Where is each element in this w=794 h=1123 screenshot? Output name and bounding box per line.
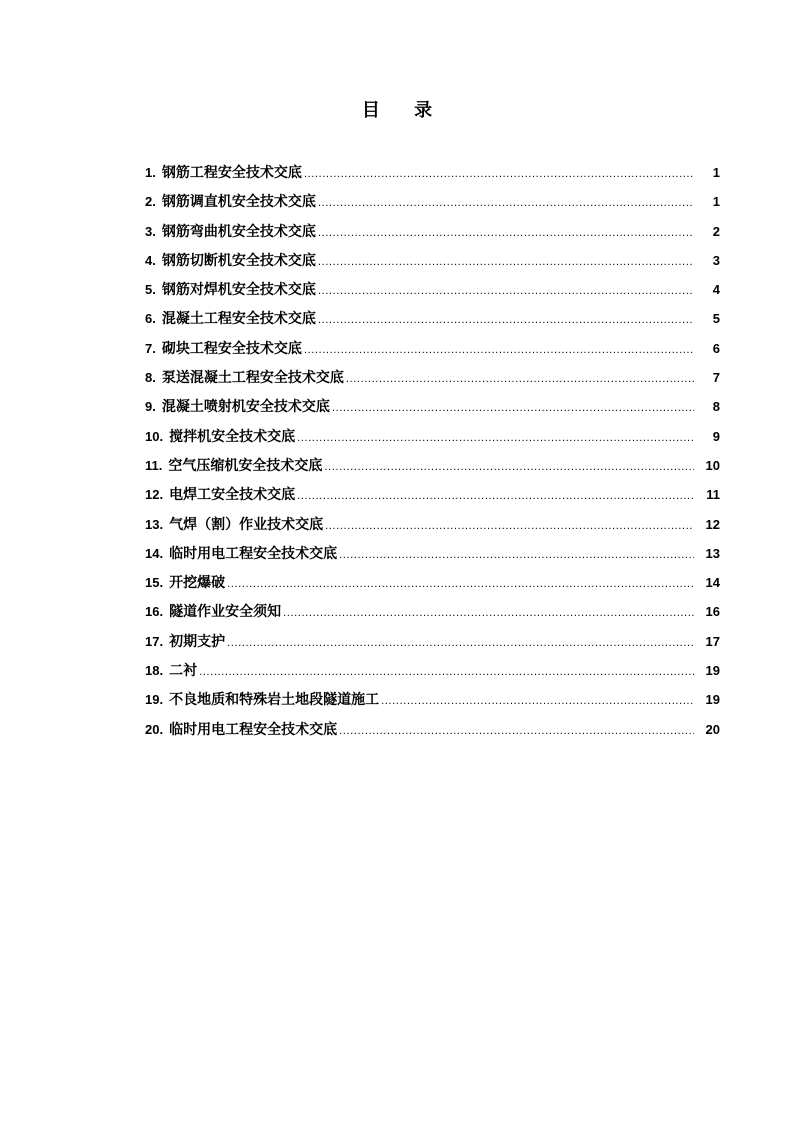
toc-entry-number: 13. [145,516,164,532]
toc-entry-number: 3. [145,223,156,239]
toc-entry-number: 1. [145,165,156,180]
toc-entry-title: 钢筋工程安全技术交底 [161,165,302,181]
dot-leader [318,277,694,306]
toc-entry-number: 20. [145,721,164,737]
toc-entry-page: 13 [705,545,720,561]
toc-entry-number: 2. [145,194,156,210]
toc-entry-number: 8. [145,370,156,386]
toc-entry-title: 临时用电工程安全技术交底 [169,545,338,562]
toc-entry-9[interactable] [145,392,720,421]
toc-entry-number: 18. [145,663,164,679]
toc-entry-8[interactable] [145,363,720,392]
toc-entry-title: 钢筋对焊机安全技术交底 [161,282,316,299]
toc-entry-number: 5. [145,282,156,298]
toc-title: 目 录 [361,100,447,121]
toc-entry-title: 开挖爆破 [169,575,226,592]
toc-entry-page: 11 [706,487,720,503]
toc-entry-title: 二衬 [169,663,198,680]
toc-entry-title: 空气压缩机安全技术交底 [168,457,323,474]
toc-entry-title: 搅拌机安全技术交底 [169,428,296,445]
toc-entry-16[interactable] [145,597,720,626]
dot-leader [325,512,694,541]
toc-entry-number: 15. [145,575,164,591]
dot-leader [339,541,694,570]
dot-leader [227,570,694,599]
dot-leader [283,599,694,628]
toc-entry-12[interactable] [145,480,720,509]
toc-entry-page: 20 [705,721,720,737]
toc-entry-20[interactable] [145,715,720,744]
dot-leader [318,306,694,335]
toc-entry-page: 3 [712,252,720,268]
dot-leader [297,424,694,453]
dot-leader [346,365,694,394]
toc-entry-number: 19. [145,692,164,708]
dot-leader [304,336,694,365]
toc-entry-title: 初期支护 [169,633,226,650]
toc-entry-page: 10 [705,457,720,473]
toc-entry-title: 钢筋调直机安全技术交底 [161,194,316,211]
toc-entry-page: 1 [712,165,720,180]
toc-entry-number: 16. [145,604,164,620]
toc-entry-number: 12. [145,487,164,503]
toc-entry-13[interactable] [145,510,720,539]
toc-entry-number: 4. [145,252,156,268]
toc-entry-title: 砌块工程安全技术交底 [161,340,302,357]
toc-entry-page: 17 [705,633,720,649]
toc-entry-number: 10. [145,428,164,444]
toc-entry-page: 12 [705,516,720,532]
toc-entry-title: 电焊工安全技术交底 [169,487,296,504]
toc-entry-title: 隧道作业安全须知 [169,604,282,621]
toc-entry-10[interactable] [145,422,720,451]
toc-entry-6[interactable] [145,304,720,333]
toc-entry-2[interactable] [145,187,720,216]
toc-entry-7[interactable] [145,334,720,363]
dot-leader [297,482,694,511]
toc-entry-11[interactable] [145,451,720,480]
toc-entry-number: 7. [145,340,156,356]
toc-entry-title: 钢筋弯曲机安全技术交底 [161,223,316,240]
toc-entry-page: 9 [712,428,720,444]
toc-entry-title: 混凝土工程安全技术交底 [161,311,316,328]
toc-entry-title: 气焊（割）作业技术交底 [169,516,324,533]
toc-entry-1[interactable] [145,158,720,187]
toc-entry-title: 钢筋切断机安全技术交底 [161,252,316,269]
toc-entry-page: 5 [712,311,720,327]
toc-list [145,158,720,744]
dot-leader [318,219,694,248]
toc-entry-page: 7 [712,370,720,386]
toc-entry-number: 9. [145,399,156,415]
toc-entry-5[interactable] [145,275,720,304]
toc-entry-title: 临时用电工程安全技术交底 [169,721,338,738]
toc-entry-17[interactable] [145,627,720,656]
toc-entry-page: 4 [712,282,720,298]
dot-leader [318,248,694,277]
toc-entry-page: 16 [705,604,720,620]
toc-entry-title: 不良地质和特殊岩土地段隧道施工 [169,692,380,709]
toc-entry-page: 19 [705,692,720,708]
dot-leader [227,629,694,658]
toc-entry-19[interactable] [145,685,720,714]
toc-entry-title: 泵送混凝土工程安全技术交底 [161,370,344,387]
toc-entry-page: 6 [712,340,720,356]
toc-entry-15[interactable] [145,568,720,597]
dot-leader [318,189,694,218]
toc-entry-page: 14 [705,575,720,591]
toc-entry-14[interactable] [145,539,720,568]
toc-entry-number: 14. [145,545,164,561]
toc-entry-number: 17. [145,633,164,649]
toc-entry-page: 2 [712,223,720,239]
dot-leader [199,658,694,687]
toc-entry-page: 19 [705,663,720,679]
toc-entry-number: 6. [145,311,156,327]
toc-entry-4[interactable] [145,246,720,275]
dot-leader [304,160,694,189]
toc-entry-3[interactable] [145,217,720,246]
dot-leader [332,394,694,423]
dot-leader [324,453,694,482]
toc-entry-page: 1 [712,194,720,210]
toc-entry-18[interactable] [145,656,720,685]
toc-entry-title: 混凝土喷射机安全技术交底 [161,399,330,416]
toc-entry-page: 8 [712,399,720,415]
dot-leader [381,687,694,716]
dot-leader [339,717,694,746]
toc-entry-number: 11. [145,457,163,473]
